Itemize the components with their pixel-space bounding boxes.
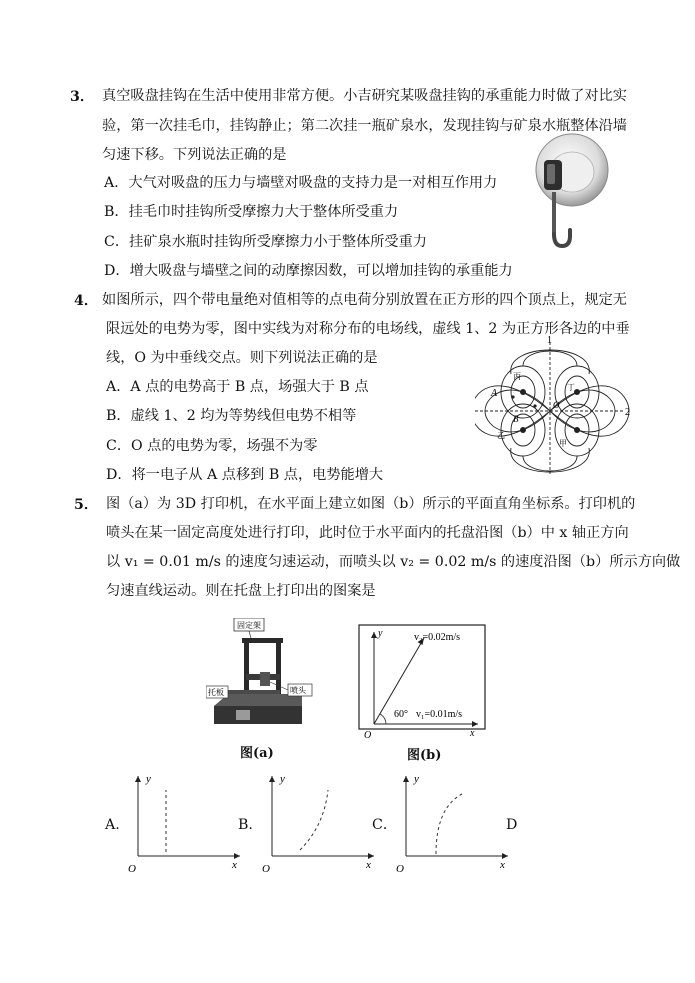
q4-option-a: A．A 点的电势高于 B 点，场强大于 B 点: [106, 379, 369, 395]
label-nozzle: 喷头: [290, 686, 306, 695]
angle-label: 60°: [394, 709, 408, 720]
q3-stem-line-1: 真空吸盘挂钩在生活中使用非常方便。小吉研究某吸盘挂钩的承重能力时做了对比实: [102, 88, 627, 104]
choice-c-y: y: [414, 773, 419, 785]
q5-number: 5．: [74, 497, 99, 513]
choice-a-o: O: [128, 863, 136, 874]
choice-d-label: D: [506, 817, 518, 833]
choice-a-y: y: [146, 773, 151, 785]
caption-figure-a: 图(a): [240, 746, 274, 761]
label-fixed-frame: 固定架: [237, 621, 261, 630]
velocity-v1-label: v₁=0.01m/s: [416, 709, 463, 720]
choice-b-o: O: [262, 863, 270, 874]
choice-c-label: C．: [372, 817, 398, 833]
q5-stem-line-3: 以 v₁ = 0.01 m/s 的速度匀速运动，而喷头以 v₂ = 0.02 m/s 的速度沿图（b）所示方向做: [106, 554, 681, 570]
q4-number: 4．: [74, 293, 99, 309]
q4-option-d: D．将一电子从 A 点移到 B 点，电势能增大: [106, 467, 384, 483]
choice-b-y: y: [280, 773, 285, 785]
q3-option-c: C．挂矿泉水瓶时挂钩所受摩擦力小于整体所受重力: [104, 234, 427, 250]
q3-stem-line-3: 匀速下移。下列说法正确的是: [102, 147, 287, 163]
q4-stem-line-3: 线，O 为中垂线交点。则下列说法正确的是: [106, 350, 378, 366]
label-point-o: O: [553, 400, 560, 410]
q5-stem-line-1: 图（a）为 3D 打印机，在水平面上建立如图（b）所示的平面直角坐标系。打印机的: [106, 496, 636, 512]
label-tray: 托板: [208, 688, 224, 697]
q4-stem-line-2: 限远处的电势为零，图中实线为对称分布的电场线，虚线 1、2 为正方形各边的中垂: [106, 321, 630, 337]
choice-b-x: x: [366, 859, 371, 871]
label-charge-bing: 丙: [513, 372, 521, 381]
axis-y-label: y: [378, 628, 383, 639]
label-line-2: 2: [625, 407, 630, 418]
origin-label: O: [364, 730, 372, 741]
choice-c-x: x: [500, 859, 505, 871]
q4-option-c: C．O 点的电势为零，场强不为零: [106, 438, 318, 454]
printer-figure: [206, 618, 316, 742]
electric-field-diagram: [475, 334, 635, 476]
label-charge-yi: 乙: [497, 431, 505, 440]
velocity-diagram: [358, 624, 486, 742]
q4-option-b: B．虚线 1、2 均为等势线但电势不相等: [106, 408, 357, 424]
label-point-a: A: [491, 388, 498, 399]
q3-stem-line-2: 验，第一次挂毛巾，挂钩静止；第二次挂一瓶矿泉水，发现挂钩与矿泉水瓶整体沿墙: [102, 118, 627, 134]
label-line-1: 1: [547, 335, 552, 346]
choice-b-label: B.: [238, 817, 253, 833]
choice-c-o: O: [396, 863, 404, 874]
axis-x-label: x: [470, 728, 475, 739]
q4-stem-line-1: 如图所示，四个带电量绝对值相等的点电荷分别放置在正方形的四个顶点上，规定无: [102, 292, 627, 308]
caption-figure-b: 图(b): [407, 748, 442, 763]
q5-stem-line-4: 匀速直线运动。则在托盘上打印出的图案是: [106, 583, 376, 599]
choice-c-graph: [396, 770, 514, 874]
label-charge-ding: 丁: [567, 383, 575, 392]
choice-a-graph: [128, 770, 246, 874]
velocity-v2-label: v₂=0.02m/s: [414, 632, 461, 643]
label-charge-jia: 甲: [559, 439, 567, 448]
choice-a-label: A.: [105, 817, 120, 833]
suction-hook-figure: [528, 130, 616, 258]
q3-option-b: B．挂毛巾时挂钩所受摩擦力大于整体所受重力: [104, 204, 399, 220]
q3-number: 3．: [70, 89, 95, 105]
label-point-b: B: [513, 414, 519, 424]
q3-option-d: D．增大吸盘与墙壁之间的动摩擦因数，可以增加挂钩的承重能力: [104, 263, 513, 279]
choice-a-x: x: [232, 859, 237, 871]
q3-option-a: A．大气对吸盘的压力与墙壁对吸盘的支持力是一对相互作用力: [104, 175, 498, 191]
q5-stem-line-2: 喷头在某一固定高度处进行打印，此时位于水平面内的托盘沿图（b）中 x 轴正方向: [106, 525, 629, 541]
choice-b-graph: [262, 770, 380, 874]
